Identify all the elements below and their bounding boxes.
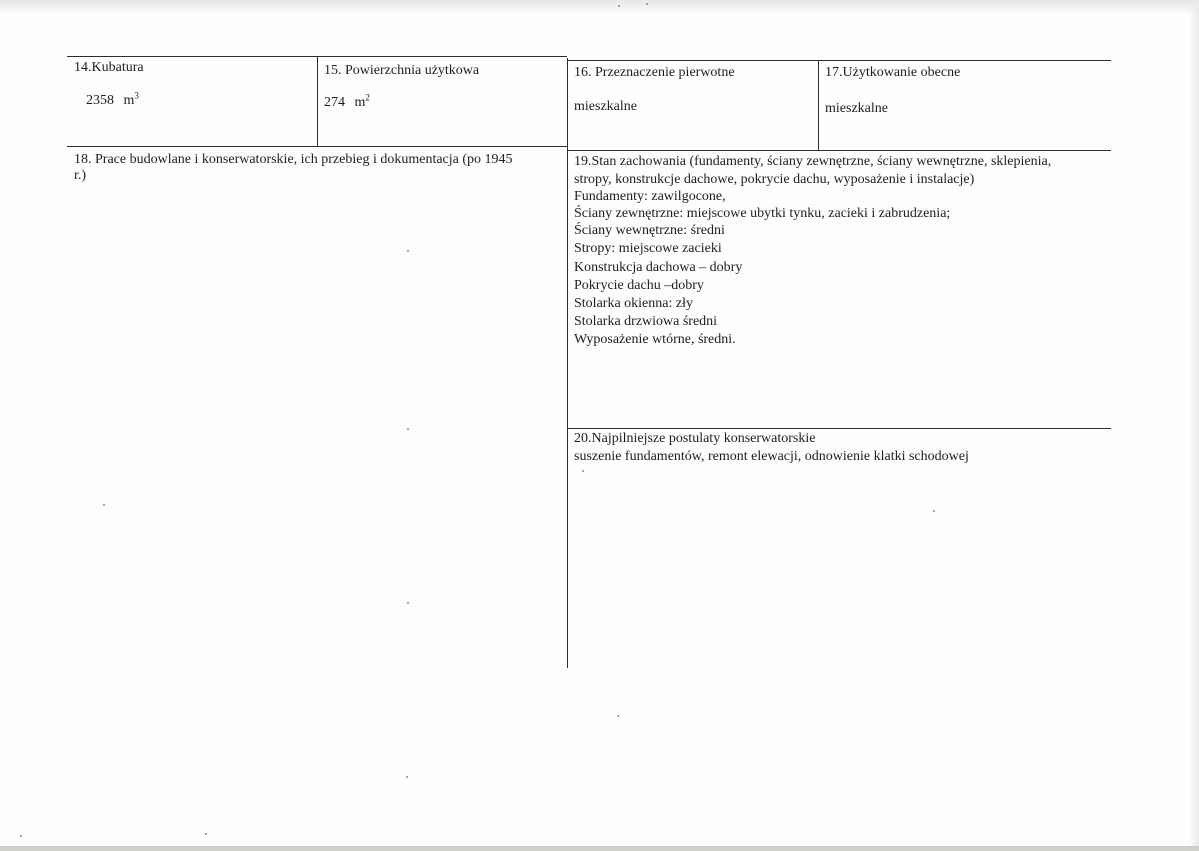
cell20-label: 20.Najpilniejsze postulaty konserwatorskie — [574, 431, 816, 446]
scan-speck — [407, 602, 409, 604]
cell19-item: Stolarka drzwiowa średni — [574, 314, 718, 329]
cell16-value: mieszkalne — [574, 99, 637, 114]
scan-speck — [646, 3, 648, 5]
cell19-label-line1: 19.Stan zachowania (fundamenty, ściany zewnętrzne, ściany wewnętrzne, sklepienia, — [574, 154, 1052, 169]
col-divider-14-15 — [317, 56, 318, 146]
cell15-number: 274 — [324, 95, 345, 110]
cell15-label: 15. Powierzchnia użytkowa — [324, 63, 480, 78]
cell15-unit: m — [354, 95, 366, 110]
cell19-item: Wyposażenie wtórne, średni. — [574, 332, 736, 347]
cell18-label-line2: r.) — [74, 168, 87, 183]
scan-speck — [618, 5, 620, 7]
cell14-unit-exponent: 3 — [134, 90, 139, 101]
scan-speck — [407, 250, 409, 252]
cell19-item: Stolarka okienna: zły — [574, 296, 693, 311]
cell19-item: Stropy: miejscowe zacieki — [574, 241, 722, 256]
scan-speck — [205, 833, 207, 835]
table-top-border-right — [567, 60, 1111, 61]
cell14-unit: m — [123, 93, 135, 108]
cell16-label: 16. Przeznaczenie pierwotne — [574, 65, 735, 80]
cell19-item: Pokrycie dachu –dobry — [574, 278, 704, 293]
cell19-item: Ściany zewnętrzne: miejscowe ubytki tynku, zacieki i zabrudzenia; — [574, 206, 951, 221]
scan-shadow-bottom — [0, 846, 1199, 851]
scan-speck — [20, 835, 22, 837]
cell14-number: 2358 — [86, 93, 114, 108]
col-divider-main — [567, 58, 568, 668]
scan-speck — [103, 504, 105, 506]
scan-speck — [406, 776, 408, 778]
cell15-value — [324, 94, 370, 111]
scan-shadow-top — [0, 0, 1199, 14]
row1-bottom-border-right — [567, 150, 1111, 151]
cell17-label: 17.Użytkowanie obecne — [825, 65, 961, 80]
scan-speck — [407, 428, 409, 430]
cell18-label-line1: 18. Prace budowlane i konserwatorskie, ich przebieg i dokumentacja (po 1945 — [74, 152, 513, 167]
row1-bottom-border — [67, 146, 567, 147]
scan-speck — [617, 715, 619, 717]
cell14-value — [86, 92, 139, 109]
scan-speck — [933, 510, 935, 512]
cell14-label: 14.Kubatura — [74, 60, 144, 75]
cell20-value: suszenie fundamentów, remont elewacji, odnowienie klatki schodowej — [574, 449, 969, 464]
cell19-item: Ściany wewnętrzne: średni — [574, 223, 725, 238]
scan-shadow-right — [1189, 0, 1199, 851]
cell15-unit-exponent: 2 — [365, 92, 370, 103]
cell19-item: Konstrukcja dachowa – dobry — [574, 260, 743, 275]
scan-speck — [582, 470, 584, 472]
cell20-top-border — [567, 428, 1111, 429]
cell17-value: mieszkalne — [825, 101, 888, 116]
cell19-item: Fundamenty: zawilgocone, — [574, 189, 726, 204]
cell19-label-line2: stropy, konstrukcje dachowe, pokrycie dachu, wyposażenie i instalacje) — [574, 172, 975, 187]
col-divider-16-17 — [818, 60, 819, 150]
